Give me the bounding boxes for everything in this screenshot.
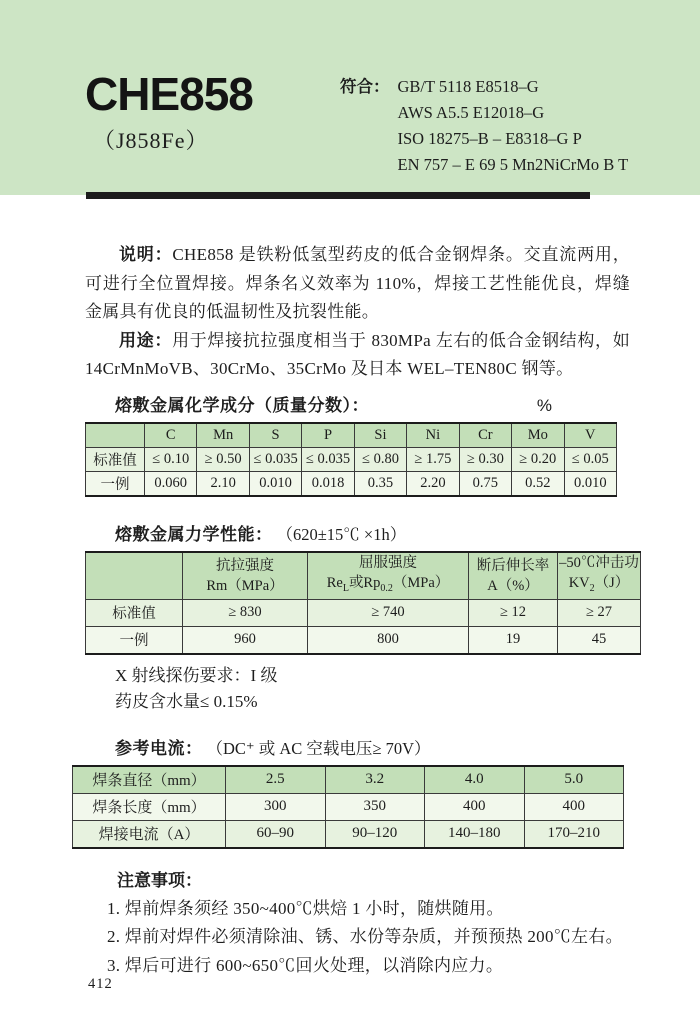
table-row — [86, 447, 617, 471]
mechanical-properties-section — [85, 521, 639, 715]
value-cell: ≤ 0.80 — [354, 447, 406, 471]
value-cell: ≥ 1.75 — [407, 447, 459, 471]
table-row — [86, 626, 641, 654]
mechanical-properties-header — [85, 521, 630, 547]
value-cell: 0.060 — [145, 471, 197, 496]
value-cell: ≥ 0.50 — [197, 447, 249, 471]
value-cell: 170–210 — [524, 820, 624, 848]
value-cell: 2.10 — [197, 471, 249, 496]
standard-line: GB/T 5118 E8518–G — [397, 77, 539, 96]
row-label-cell: 焊条长度（mm） — [73, 793, 226, 820]
column-header-cell: –50℃冲击功 $KV_2(J)$ — [558, 552, 641, 600]
value-cell: ≥ 0.30 — [459, 447, 511, 471]
reference-current-header — [85, 735, 630, 761]
value-cell: 0.010 — [564, 471, 617, 496]
table-row — [73, 820, 624, 848]
chemical-composition-header — [85, 394, 630, 418]
note-item: 3. 焊后可进行 600~650℃回火处理，以消除内应力。 — [107, 955, 504, 975]
value-cell: 400 — [425, 793, 525, 820]
column-header-cell: 抗拉强度 Rm（MPa） — [183, 552, 308, 600]
standards-list — [398, 74, 629, 178]
chemical-composition-section — [85, 394, 630, 497]
value-cell: ≥ 830 — [183, 599, 308, 626]
column-header-cell: 屈服强度 $Re_L$或$Rp_{0.2}(MPa)$ — [308, 552, 469, 600]
table-row — [86, 599, 641, 626]
mechanical-notes — [115, 663, 630, 715]
row-label-cell: 一例 — [86, 626, 183, 654]
note-item: 2. 焊前对焊件必须清除油、锈、水份等杂质，并预预热 200℃左右。 — [107, 927, 623, 946]
value-cell: ≤ 0.10 — [145, 447, 197, 471]
product-code: CHE858 — [85, 68, 253, 120]
value-cell: 2.20 — [407, 471, 459, 496]
table-row — [73, 766, 624, 794]
value-cell: 19 — [469, 626, 558, 654]
product-identity — [85, 70, 340, 156]
table-row — [86, 471, 617, 496]
value-cell: ≥ 0.20 — [512, 447, 564, 471]
moisture-note: 药皮含水量≤ 0.15% — [115, 691, 258, 711]
header-band — [0, 0, 700, 195]
column-header-cell: P — [302, 423, 354, 448]
value-cell: 90–120 — [325, 820, 425, 848]
standard-line: AWS A5.5 E12018–G — [397, 103, 545, 122]
reference-current-table — [72, 765, 624, 849]
table-header-row — [86, 552, 641, 600]
row-label-cell: 标准值 — [86, 447, 145, 471]
corner-cell — [86, 423, 145, 448]
value-cell: 300 — [226, 793, 326, 820]
value-cell: ≥ 12 — [469, 599, 558, 626]
value-cell: 400 — [524, 793, 624, 820]
column-header-cell: V — [564, 423, 617, 448]
notes-section — [85, 867, 630, 981]
value-cell: 0.35 — [354, 471, 406, 496]
mechanical-properties-title: 熔敷金属力学性能： — [115, 524, 273, 544]
value-cell: 350 — [325, 793, 425, 820]
mechanical-properties-condition: （620±15℃ ×1h） — [276, 524, 407, 544]
value-cell: 0.018 — [302, 471, 354, 496]
value-cell: 4.0 — [425, 766, 525, 794]
chemical-composition-title: 熔敷金属化学成分（质量分数）： — [115, 395, 369, 415]
value-cell: 0.75 — [459, 471, 511, 496]
value-cell: ≤ 0.05 — [564, 447, 617, 471]
mechanical-properties-table — [85, 551, 641, 655]
page-content — [0, 241, 700, 980]
value-cell: 960 — [183, 626, 308, 654]
page-number: 412 — [88, 976, 113, 992]
column-header-cell: Cr — [459, 423, 511, 448]
column-header-cell: C — [145, 423, 197, 448]
product-alias: （J858Fe） — [93, 128, 209, 153]
compliance-block — [340, 74, 628, 178]
note-item: 1. 焊前焊条须经 350~400℃烘焙 1 小时，随烘随用。 — [107, 898, 504, 918]
value-cell: ≤ 0.035 — [302, 447, 354, 471]
column-header-cell: 断后伸长率 A（%） — [469, 552, 558, 600]
chemical-composition-table — [85, 422, 617, 497]
row-label-cell: 焊条直径（mm） — [73, 766, 226, 794]
value-cell: 0.010 — [249, 471, 301, 496]
reference-current-section — [85, 735, 630, 849]
value-cell: 3.2 — [325, 766, 425, 794]
usage-paragraph — [85, 327, 630, 384]
column-header-cell: Ni — [407, 423, 459, 448]
value-cell: 60–90 — [226, 820, 326, 848]
description-text: CHE858 是铁粉低氢型药皮的低合金钢焊条。交直流两用，可进行全位置焊接。焊条名义效率为 110%，焊接工艺性能优良，焊缝金属具有优良的低温韧性及抗裂性能。 — [85, 245, 630, 321]
description-paragraph — [85, 241, 630, 327]
value-cell: 5.0 — [524, 766, 624, 794]
column-header-cell: Mn — [197, 423, 249, 448]
row-label-cell: 一例 — [86, 471, 145, 496]
value-cell: ≥ 740 — [308, 599, 469, 626]
reference-current-condition: （DC⁺ 或 AC 空载电压≥ 70V） — [206, 738, 431, 758]
column-header-cell: Mo — [512, 423, 564, 448]
header-rule-bar — [86, 192, 590, 199]
reference-current-title: 参考电流： — [115, 738, 203, 758]
usage-label: 用途： — [119, 330, 173, 350]
value-cell: 45 — [558, 626, 641, 654]
value-cell: 2.5 — [226, 766, 326, 794]
description-label: 说明： — [119, 245, 173, 264]
row-label-cell: 焊接电流（A） — [73, 820, 226, 848]
chemical-composition-unit: % — [536, 395, 552, 415]
value-cell: 800 — [308, 626, 469, 654]
notes-heading: 注意事项： — [117, 870, 202, 890]
compliance-label: 符合： — [340, 78, 390, 96]
xray-note: X 射线探伤要求：I 级 — [115, 665, 278, 685]
value-cell: ≤ 0.035 — [249, 447, 301, 471]
table-header-row — [86, 423, 617, 448]
column-header-cell: S — [249, 423, 301, 448]
usage-text: 用于焊接抗拉强度相当于 830MPa 左右的低合金钢结构，如 14CrMnMoVB、30CrMo、35CrMo 及日本 WEL–TEN80C 钢等。 — [85, 330, 630, 378]
row-label-cell: 标准值 — [86, 599, 183, 626]
corner-cell — [86, 552, 183, 600]
standard-line: EN 757 – E 69 5 Mn2NiCrMo B T — [397, 155, 629, 174]
value-cell: 0.52 — [512, 471, 564, 496]
column-header-cell: Si — [354, 423, 406, 448]
value-cell: 140–180 — [425, 820, 525, 848]
standard-line: ISO 18275–B – E8318–G P — [397, 129, 582, 148]
table-row — [73, 793, 624, 820]
value-cell: ≥ 27 — [558, 599, 641, 626]
